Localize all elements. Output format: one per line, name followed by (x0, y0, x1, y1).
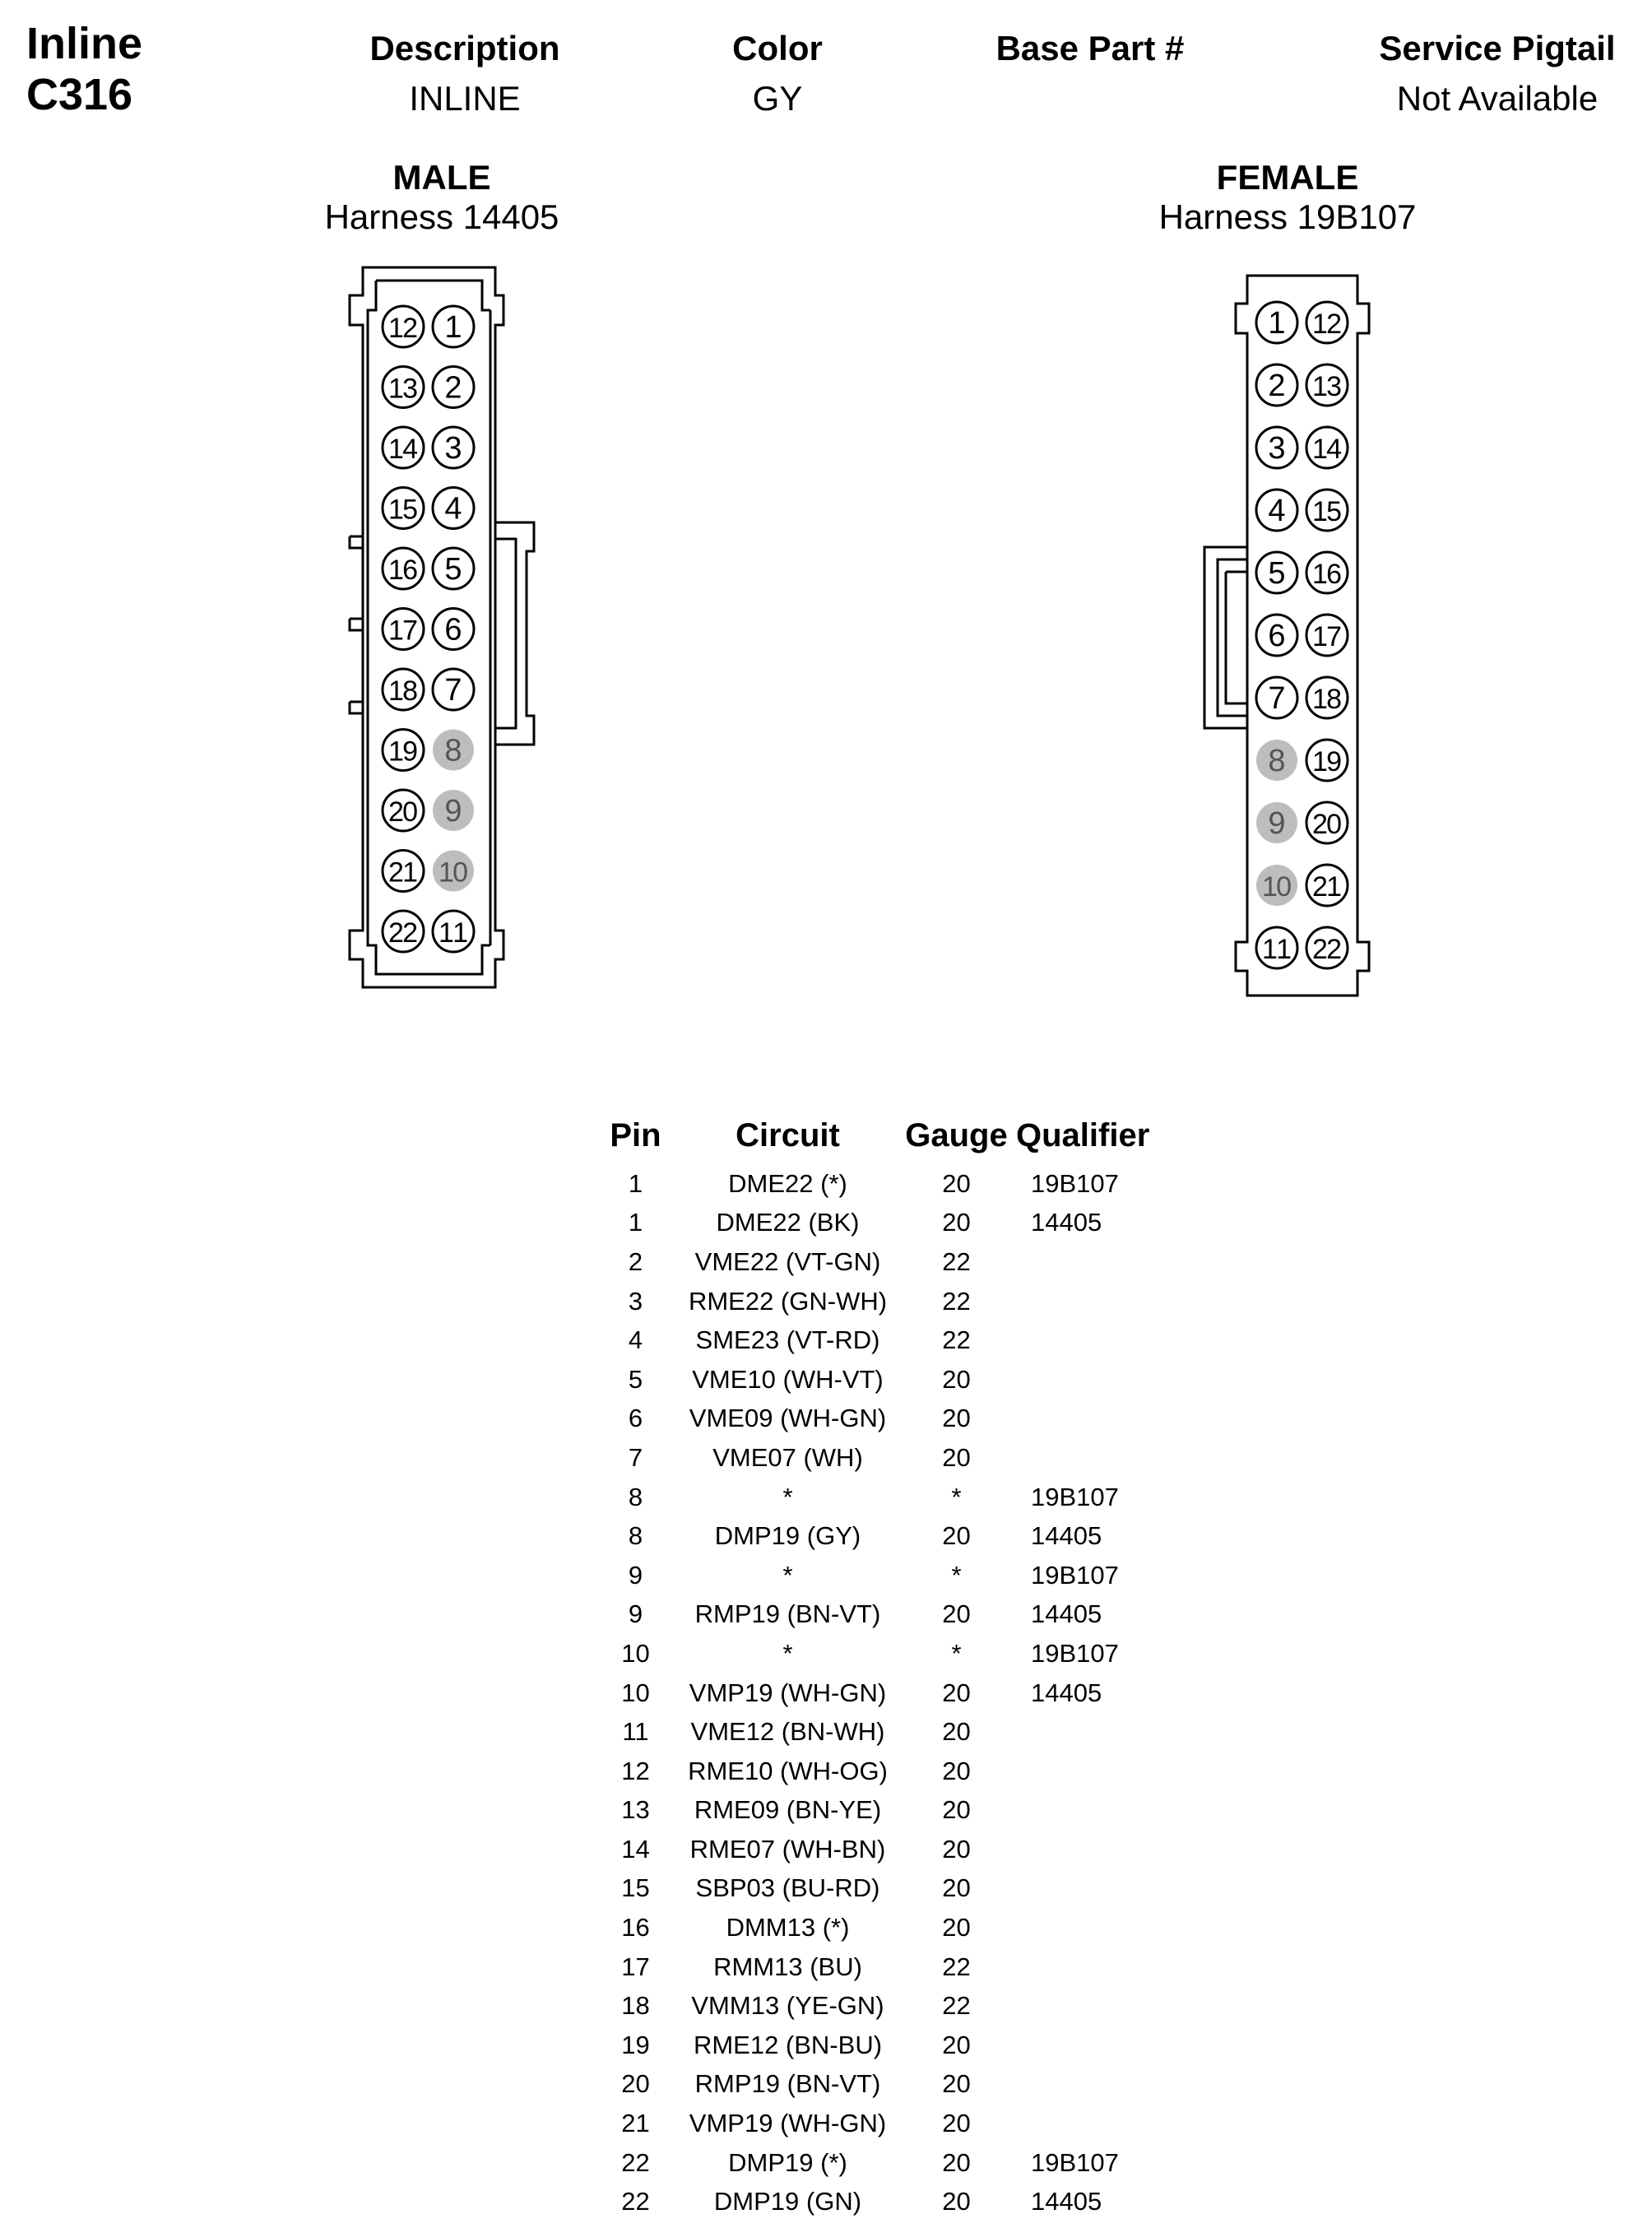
male-cavity-label: 7 (444, 673, 462, 708)
pinout-table-header-row (592, 1107, 1179, 1164)
gauge-cell: 22 (942, 1325, 971, 1355)
circuit-cell: VME12 (BN-WH) (690, 1717, 885, 1747)
connector-type-label: Inline (26, 19, 143, 68)
connector-title (26, 18, 142, 120)
table-row (592, 2065, 1179, 2105)
male-cavity-label: 12 (388, 313, 418, 344)
female-cavity-label: 6 (1268, 619, 1286, 653)
pin-cell: 15 (621, 1873, 650, 1903)
color-value: GY (752, 79, 803, 118)
female-cavity-label: 22 (1312, 934, 1342, 965)
pin-cell: 10 (621, 1638, 650, 1668)
circuit-column-header: Circuit (736, 1116, 840, 1153)
qualifier-cell: 19B107 (1031, 1168, 1119, 1198)
male-cavity-group (383, 306, 474, 952)
table-row (592, 1556, 1179, 1595)
description-header: Description (369, 29, 560, 67)
pin-cell: 8 (628, 1521, 643, 1551)
pin-cell: 13 (621, 1795, 650, 1825)
circuit-cell: VMM13 (YE-GN) (691, 1991, 884, 2021)
male-cavity-label: 6 (444, 612, 462, 648)
gauge-cell: 20 (942, 1404, 971, 1433)
pinout-table (592, 1107, 1179, 2221)
circuit-cell: VME22 (VT-GN) (694, 1246, 881, 1276)
table-row (592, 2182, 1179, 2221)
table-row (592, 1595, 1179, 1635)
circuit-cell: RMP19 (BN-VT) (694, 1599, 881, 1629)
pin-cell: 11 (622, 1717, 649, 1747)
qualifier-cell: 19B107 (1031, 2147, 1119, 2177)
female-cavity-label: 17 (1312, 621, 1342, 652)
circuit-cell: RME22 (GN-WH) (688, 1286, 888, 1316)
gauge-cell: 20 (942, 2147, 971, 2177)
male-cavity-label: 2 (444, 370, 462, 406)
circuit-cell: RME12 (BN-BU) (693, 2030, 883, 2059)
male-cavity-label: 17 (388, 615, 418, 647)
pin-cell: 9 (628, 1560, 643, 1590)
female-harness: Harness 19B107 (1158, 197, 1417, 236)
pin-cell: 12 (621, 1756, 650, 1785)
female-cavity-label: 5 (1268, 556, 1286, 591)
qualifier-cell (1016, 1791, 1179, 1831)
male-cavity-label: 14 (388, 434, 418, 465)
female-cavity-label: 15 (1312, 496, 1342, 527)
table-row (592, 1242, 1179, 1282)
male-harness: Harness 14405 (324, 197, 559, 236)
gauge-cell: 20 (942, 1717, 971, 1747)
gauge-cell: 20 (942, 2069, 971, 2099)
table-row (592, 1830, 1179, 1869)
table-row (592, 1908, 1179, 1947)
qualifier-cell (1016, 1242, 1179, 1282)
table-row (592, 1634, 1179, 1673)
qualifier-cell (1016, 1360, 1179, 1399)
female-cavity-label: 10 (1262, 871, 1292, 903)
table-row (592, 1399, 1179, 1439)
female-cavity-label: 14 (1312, 434, 1342, 465)
female-cavity-label: 4 (1268, 494, 1286, 528)
gauge-cell: 22 (942, 1286, 971, 1316)
table-row (592, 1438, 1179, 1478)
male-cavity-label: 19 (388, 736, 418, 768)
male-connector-diagram (333, 259, 547, 1000)
male-cavity-label: 18 (388, 675, 418, 707)
gauge-cell: 20 (942, 2030, 971, 2059)
table-row (592, 1752, 1179, 1791)
circuit-cell: RME09 (BN-YE) (694, 1795, 882, 1825)
base-part-header: Base Part # (995, 29, 1185, 67)
table-row (592, 1360, 1179, 1399)
qualifier-cell: 14405 (1031, 1599, 1102, 1629)
pin-column-header: Pin (610, 1116, 661, 1153)
pin-cell: 17 (621, 1952, 650, 1981)
pin-cell: 7 (628, 1442, 643, 1472)
pin-cell: 21 (621, 2109, 650, 2138)
service-pigtail-header: Service Pigtail (1379, 29, 1616, 67)
table-row (592, 1986, 1179, 2026)
male-cavity-label: 9 (444, 794, 462, 829)
female-cavity-label: 1 (1268, 306, 1286, 341)
gauge-cell: 20 (942, 1834, 971, 1864)
pin-cell: 3 (628, 1286, 643, 1316)
qualifier-cell: 19B107 (1031, 1482, 1119, 1511)
male-cavity-label: 20 (388, 796, 418, 828)
pin-cell: 18 (621, 1991, 650, 2021)
qualifier-cell (1016, 2104, 1179, 2143)
gauge-cell: 20 (942, 1442, 971, 1472)
pin-cell: 1 (628, 1208, 643, 1237)
circuit-cell: RMP19 (BN-VT) (694, 2069, 881, 2099)
qualifier-cell (1016, 2026, 1179, 2065)
qualifier-cell (1016, 1282, 1179, 1321)
qualifier-column-header: Qualifier (1016, 1116, 1150, 1153)
circuit-cell: VMP19 (WH-GN) (689, 1678, 887, 1707)
female-cavity-label: 9 (1268, 806, 1286, 841)
gauge-cell: 20 (942, 1756, 971, 1785)
gauge-cell: 22 (942, 1952, 971, 1981)
qualifier-cell: 14405 (1031, 1521, 1102, 1551)
qualifier-cell (1016, 1908, 1179, 1947)
qualifier-cell (1016, 1986, 1179, 2026)
table-row (592, 1282, 1179, 1321)
gauge-cell: 20 (942, 1795, 971, 1825)
female-cavity-label: 16 (1312, 559, 1342, 590)
qualifier-cell (1016, 1830, 1179, 1869)
pin-cell: 4 (628, 1325, 643, 1355)
circuit-cell: DME22 (BK) (716, 1208, 860, 1237)
circuit-cell: DMP19 (GY) (714, 1521, 861, 1551)
circuit-cell: VME10 (WH-VT) (692, 1364, 884, 1394)
male-cavity-label: 22 (388, 917, 418, 949)
gauge-cell: 20 (942, 1521, 971, 1551)
circuit-cell: SBP03 (BU-RD) (695, 1873, 880, 1903)
circuit-cell: DMP19 (GN) (713, 2187, 862, 2216)
qualifier-cell (1016, 1712, 1179, 1752)
female-cavity-label: 3 (1268, 431, 1286, 466)
qualifier-cell (1016, 1947, 1179, 1987)
male-cavity-label: 4 (444, 491, 462, 527)
female-cavity-label: 21 (1312, 871, 1342, 903)
female-connector-diagram (1193, 267, 1390, 1008)
circuit-cell: RMM13 (BU) (713, 1952, 862, 1981)
female-cavity-label: 7 (1268, 681, 1286, 716)
circuit-cell: * (782, 1482, 793, 1511)
qualifier-cell (1016, 1869, 1179, 1909)
male-cavity-label: 21 (388, 856, 418, 889)
male-cavity-label: 13 (388, 373, 418, 405)
male-cavity-label: 5 (444, 552, 462, 587)
table-row (592, 1321, 1179, 1360)
circuit-cell: SME23 (VT-RD) (695, 1325, 880, 1355)
female-cavity-label: 12 (1312, 309, 1342, 340)
circuit-cell: * (782, 1638, 793, 1668)
gauge-cell: 20 (942, 1599, 971, 1629)
gauge-cell: 20 (942, 2109, 971, 2138)
female-cavity-label: 11 (1262, 934, 1292, 965)
table-row (592, 1791, 1179, 1831)
pin-cell: 22 (621, 2187, 650, 2216)
qualifier-cell: 14405 (1031, 1678, 1102, 1707)
gauge-cell: 20 (942, 1913, 971, 1943)
female-title: FEMALE (1216, 158, 1359, 197)
pin-cell: 14 (621, 1834, 650, 1864)
table-row (592, 2143, 1179, 2183)
qualifier-cell: 14405 (1031, 2187, 1102, 2216)
table-row (592, 1673, 1179, 1713)
gauge-cell: 22 (942, 1246, 971, 1276)
service-pigtail-value: Not Available (1396, 79, 1599, 118)
male-title: MALE (392, 158, 491, 197)
female-cavity-label: 2 (1268, 369, 1286, 403)
table-row (592, 2104, 1179, 2143)
circuit-cell: DMM13 (*) (726, 1913, 850, 1943)
pin-cell: 8 (628, 1482, 643, 1511)
male-cavity-label: 3 (444, 431, 462, 466)
table-row (592, 1712, 1179, 1752)
female-cavity-label: 8 (1268, 744, 1286, 778)
table-row (592, 1204, 1179, 1243)
circuit-cell: VME07 (WH) (712, 1442, 863, 1472)
circuit-cell: * (782, 1560, 793, 1590)
qualifier-cell (1016, 1321, 1179, 1360)
male-cavity-label: 1 (444, 310, 462, 345)
pin-cell: 19 (621, 2030, 650, 2059)
gauge-cell: 20 (942, 1873, 971, 1903)
male-cavity-label: 16 (388, 555, 418, 586)
qualifier-cell (1016, 1438, 1179, 1478)
qualifier-cell (1016, 2065, 1179, 2105)
circuit-cell: VMP19 (WH-GN) (689, 2109, 887, 2138)
circuit-cell: RME10 (WH-OG) (688, 1756, 888, 1785)
table-row (592, 1947, 1179, 1987)
connector-id: C316 (26, 70, 133, 119)
circuit-cell: DME22 (*) (728, 1168, 847, 1198)
pin-cell: 16 (621, 1913, 650, 1943)
pin-cell: 6 (628, 1404, 643, 1433)
pin-cell: 22 (621, 2147, 650, 2177)
male-cavity-label: 11 (439, 917, 468, 949)
gauge-cell: * (951, 1560, 962, 1590)
female-cavity-label: 19 (1312, 746, 1342, 777)
table-row (592, 1869, 1179, 1909)
gauge-cell: 20 (942, 1678, 971, 1707)
qualifier-cell (1016, 1399, 1179, 1439)
description-value: INLINE (409, 79, 521, 118)
female-cavity-label: 20 (1312, 809, 1342, 840)
pin-cell: 2 (628, 1246, 643, 1276)
circuit-cell: RME07 (WH-BN) (689, 1834, 886, 1864)
circuit-cell: VME09 (WH-GN) (689, 1404, 887, 1433)
gauge-cell: 22 (942, 1991, 971, 2021)
pin-cell: 10 (621, 1678, 650, 1707)
female-cavity-group (1256, 302, 1348, 968)
qualifier-cell: 19B107 (1031, 1638, 1119, 1668)
pin-cell: 5 (628, 1364, 643, 1394)
gauge-column-header: Gauge (905, 1116, 1008, 1153)
pin-cell: 9 (628, 1599, 643, 1629)
pin-cell: 1 (628, 1168, 643, 1198)
table-row (592, 2026, 1179, 2065)
qualifier-cell (1016, 1752, 1179, 1791)
male-cavity-label: 10 (439, 856, 468, 889)
color-header: Color (732, 29, 823, 67)
gauge-cell: 20 (942, 1364, 971, 1394)
gauge-cell: 20 (942, 1208, 971, 1237)
gauge-cell: 20 (942, 1168, 971, 1198)
gauge-cell: 20 (942, 2187, 971, 2216)
qualifier-cell: 19B107 (1031, 1560, 1119, 1590)
female-cavity-label: 13 (1312, 371, 1342, 402)
pin-cell: 20 (621, 2069, 650, 2099)
table-row (592, 1516, 1179, 1556)
gauge-cell: * (951, 1638, 962, 1668)
female-cavity-label: 18 (1312, 684, 1342, 715)
male-cavity-label: 15 (388, 494, 418, 526)
qualifier-cell: 14405 (1031, 1208, 1102, 1237)
male-cavity-label: 8 (444, 733, 462, 768)
circuit-cell: DMP19 (*) (728, 2147, 847, 2177)
table-row (592, 1478, 1179, 1517)
gauge-cell: * (951, 1482, 962, 1511)
table-row (592, 1164, 1179, 1204)
